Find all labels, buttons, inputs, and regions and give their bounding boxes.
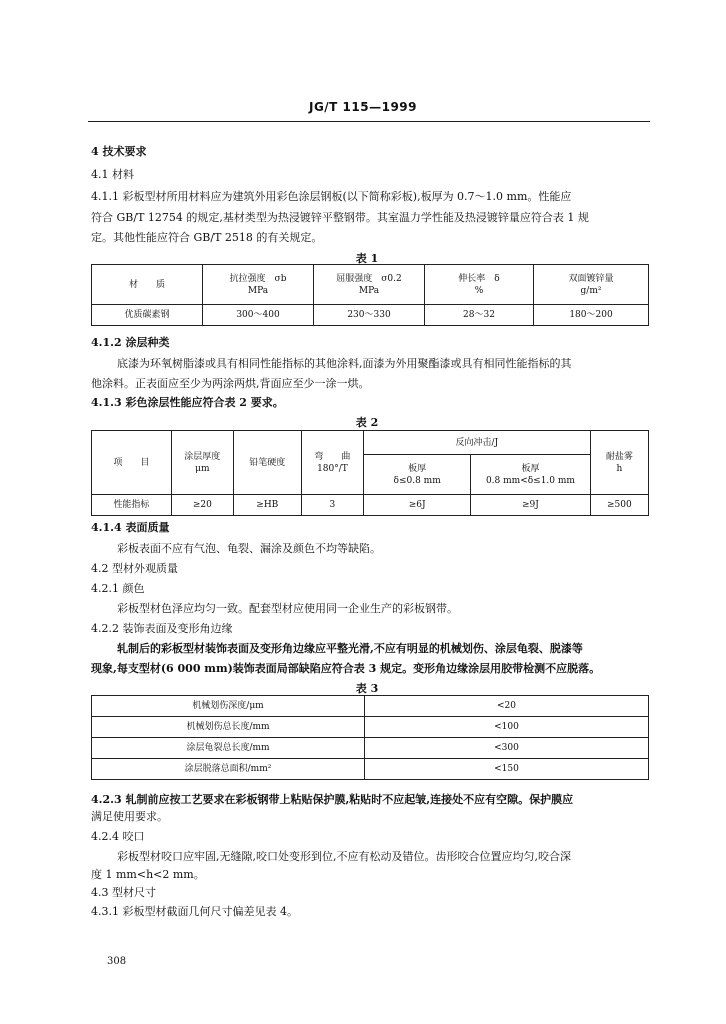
table-cell: 180～200 — [534, 305, 649, 326]
table-row — [92, 495, 649, 516]
table-cell: 28～32 — [425, 305, 534, 326]
section-4-1-4-heading: 4.1.4 表面质量 — [91, 521, 170, 534]
table-row — [92, 738, 649, 759]
table-header-cell: 材 质 — [92, 265, 203, 305]
table-header-cell: 屈服强度 σ0.2 MPa — [314, 265, 425, 305]
section-4-3-heading: 4.3 型材尺寸 — [91, 886, 156, 899]
table-row — [92, 759, 649, 780]
section-4-2-4-heading: 4.2.4 咬口 — [91, 830, 145, 843]
section-4-2-4-line: 度 1 mm<h<2 mm。 — [91, 868, 205, 881]
table-cell: 230～330 — [314, 305, 425, 326]
section-4-1-heading: 4.1 材料 — [91, 168, 134, 181]
table-cell: ≥HB — [233, 495, 301, 516]
table-header-cell: 伸长率 δ % — [425, 265, 534, 305]
section-4-2-1-heading: 4.2.1 颜色 — [91, 582, 145, 595]
header-divider — [88, 121, 650, 122]
table-header-cell: 抗拉强度 σb MPa — [203, 265, 314, 305]
section-4-2-3-line: 满足使用要求。 — [91, 810, 168, 823]
section-4-1-1-line: 4.1.1 彩板型材所用材料应为建筑外用彩色涂层钢板(以下简称彩板),板厚为 0.7～1.0 mm。性能应 — [91, 190, 572, 203]
table-cell: 机械划伤总长度/mm — [92, 717, 365, 738]
table-row — [92, 305, 649, 326]
table-header-row — [92, 265, 649, 305]
table-header-cell: 双面镀锌量 g/m² — [534, 265, 649, 305]
table-cell: <150 — [365, 759, 649, 780]
section-4-2-2-line: 轧制后的彩板型材装饰表面及变形角边缘应平整光滑,不应有明显的机械划伤、涂层龟裂、脱漆等 — [117, 642, 583, 655]
section-4-3-1-line: 4.3.1 彩板型材截面几何尺寸偏差见表 4。 — [91, 905, 298, 918]
section-4-1-2-line: 底漆为环氧树脂漆或具有相同性能指标的其他涂料,面漆为外用聚酯漆或具有相同性能指标的其 — [117, 357, 572, 370]
table-header-cell: 弯 曲 180°/T — [301, 431, 363, 495]
table-cell: ≥9J — [471, 495, 590, 516]
table-cell: 3 — [301, 495, 363, 516]
table-3-caption: 表 3 — [355, 682, 379, 695]
section-4-1-1-line: 定。其他性能应符合 GB/T 2518 的有关规定。 — [91, 231, 323, 244]
table-header-cell: 耐盐雾 h — [590, 431, 648, 495]
table-1-caption: 表 1 — [355, 252, 379, 265]
table-cell: 优质碳素钢 — [92, 305, 203, 326]
table-row — [92, 696, 649, 717]
table-header-row — [92, 431, 649, 455]
section-4-2-4-line: 彩板型材咬口应牢固,无缝隙,咬口处变形到位,不应有松动及错位。齿形咬合位置应均匀,咬合深 — [117, 850, 571, 863]
table-cell: <100 — [365, 717, 649, 738]
table-header-cell: 板厚 δ≤0.8 mm — [364, 455, 471, 495]
table-cell: 涂层龟裂总长度/mm — [92, 738, 365, 759]
standard-header: JG/T 115—1999 — [308, 100, 417, 114]
table-cell: ≥6J — [364, 495, 471, 516]
table-cell: 300～400 — [203, 305, 314, 326]
section-4-1-2-line: 他涂料。正表面应至少为两涂两烘,背面应至少一涂一烘。 — [91, 377, 370, 390]
table-2-caption: 表 2 — [355, 416, 379, 429]
table-cell: <20 — [365, 696, 649, 717]
table-cell: <300 — [365, 738, 649, 759]
table-header-cell: 涂层厚度 μm — [171, 431, 233, 495]
table-cell: 机械划伤深度/μm — [92, 696, 365, 717]
section-4-2-3-line: 4.2.3 轧制前应按工艺要求在彩板钢带上粘贴保护膜,粘贴时不应起皱,连接处不应有空隙。保护膜应 — [91, 793, 574, 806]
table-cell: ≥500 — [590, 495, 648, 516]
page-number: 308 — [107, 956, 127, 967]
section-4-1-1-line: 符合 GB/T 12754 的规定,基材类型为热浸镀锌平整钢带。其室温力学性能及热浸镀锌量应符合表 1 规 — [91, 211, 589, 224]
section-4-2-1-line: 彩板型材色泽应均匀一致。配套型材应使用同一企业生产的彩板钢带。 — [117, 602, 458, 615]
table-1 — [91, 264, 649, 326]
table-cell: ≥20 — [171, 495, 233, 516]
table-header-cell: 项 目 — [92, 431, 172, 495]
section-4-2-2-heading: 4.2.2 装饰表面及变形角边缘 — [91, 622, 233, 635]
table-2 — [91, 430, 649, 516]
section-4-2-heading: 4.2 型材外观质量 — [91, 562, 178, 575]
table-3 — [91, 695, 649, 780]
section-4-1-2-heading: 4.1.2 涂层种类 — [91, 336, 170, 349]
table-row — [92, 717, 649, 738]
section-4-1-4-line: 彩板表面不应有气泡、龟裂、漏涂及颜色不均等缺陷。 — [117, 542, 381, 555]
table-header-cell: 板厚 0.8 mm<δ≤1.0 mm — [471, 455, 590, 495]
table-cell: 涂层脱落总面积/mm² — [92, 759, 365, 780]
table-cell: 性能指标 — [92, 495, 172, 516]
table-header-cell: 铅笔硬度 — [233, 431, 301, 495]
section-4-2-2-line: 现象,每支型材(6 000 mm)装饰表面局部缺陷应符合表 3 规定。变形角边缘涂层用胶带检测不应脱落。 — [91, 662, 601, 675]
section-4-1-3-line: 4.1.3 彩色涂层性能应符合表 2 要求。 — [91, 396, 284, 409]
table-header-cell: 反向冲击/J — [364, 431, 591, 455]
section-4-heading: 4 技术要求 — [91, 145, 147, 158]
